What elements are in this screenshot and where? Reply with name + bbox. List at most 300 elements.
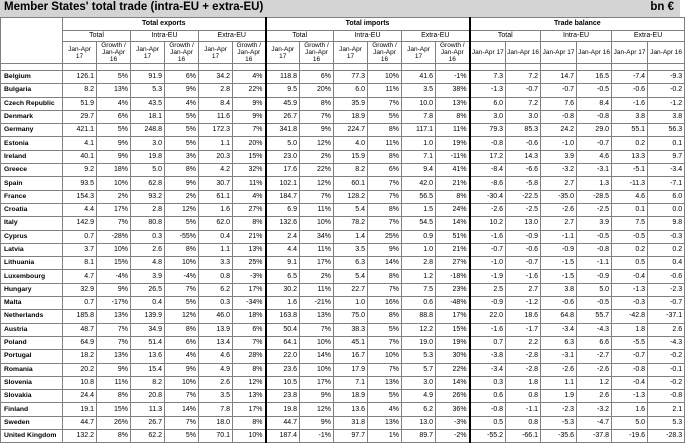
table-cell: 36% — [436, 403, 470, 416]
table-cell: 5% — [165, 217, 199, 230]
table-cell: -1% — [300, 430, 334, 443]
table-body — [1, 64, 685, 443]
table-cell: 1.1 — [199, 243, 233, 256]
column-header-row — [1, 42, 685, 64]
table-cell: 6.9 — [266, 203, 300, 216]
table-cell: -0.2 — [648, 376, 685, 389]
table-cell: 184.7 — [266, 190, 300, 203]
table-cell: 14% — [368, 257, 402, 270]
table-cell: 3.0 — [131, 137, 165, 150]
table-cell: 9% — [97, 363, 131, 376]
group-balance: Trade balance — [470, 18, 685, 31]
table-cell: 17% — [233, 403, 266, 416]
table-cell: 6% — [97, 110, 131, 123]
table-cell: 5% — [165, 137, 199, 150]
table-cell: 29.0 — [577, 124, 612, 137]
country-name: Finland — [1, 403, 63, 416]
table-cell: 18.9 — [334, 390, 368, 403]
table-cell: -0.7 — [506, 84, 541, 97]
table-cell: 4.6 — [577, 150, 612, 163]
table-cell: 93.2 — [131, 190, 165, 203]
table-cell: 5.3 — [131, 84, 165, 97]
table-cell: -0.9 — [470, 297, 506, 310]
country-name: Malta — [1, 297, 63, 310]
table-cell: 2.6 — [199, 376, 233, 389]
table-row — [1, 310, 685, 323]
table-cell: -4.3 — [648, 336, 685, 349]
table-cell: 17.2 — [470, 150, 506, 163]
table-cell: 102.1 — [266, 177, 300, 190]
table-cell: 187.4 — [266, 430, 300, 443]
table-cell: -0.5 — [577, 297, 612, 310]
table-cell: -8.4 — [470, 164, 506, 177]
table-cell: 7% — [368, 177, 402, 190]
column-header-value: Jan-Apr 17 — [612, 42, 648, 64]
table-cell: -1.5 — [541, 270, 577, 283]
table-cell: 13% — [97, 350, 131, 363]
table-row — [1, 297, 685, 310]
table-cell: 13.3 — [612, 150, 648, 163]
table-cell: 1.6 — [266, 297, 300, 310]
table-cell: 14% — [165, 403, 199, 416]
table-cell: -3.4 — [470, 363, 506, 376]
table-cell: 62.8 — [131, 177, 165, 190]
table-row — [1, 283, 685, 296]
table-cell: 41.6 — [402, 71, 436, 84]
table-cell: 12% — [165, 203, 199, 216]
table-cell: 8% — [165, 323, 199, 336]
table-cell: 341.8 — [266, 124, 300, 137]
table-cell: 5.3 — [648, 416, 685, 429]
table-cell: -0.8 — [577, 110, 612, 123]
country-name: Greece — [1, 164, 63, 177]
country-name: Netherlands — [1, 310, 63, 323]
table-cell: 14.7 — [541, 71, 577, 84]
table-cell: 2.6 — [577, 390, 612, 403]
table-cell: 10% — [233, 430, 266, 443]
table-cell: 13% — [97, 84, 131, 97]
spacer-cell — [199, 64, 233, 71]
table-cell: 22.0 — [470, 310, 506, 323]
table-cell: 14% — [300, 350, 334, 363]
country-name: Belgium — [1, 71, 63, 84]
table-cell: 9.1 — [266, 257, 300, 270]
table-cell: 1.1 — [199, 137, 233, 150]
table-cell: 2.7 — [541, 217, 577, 230]
table-cell: 7% — [300, 323, 334, 336]
table-cell: -1.1 — [506, 403, 541, 416]
table-cell: 9% — [300, 390, 334, 403]
column-header-value: Jan-Apr 17 — [63, 42, 97, 64]
table-cell: 11% — [97, 376, 131, 389]
table-cell: 0.5 — [470, 416, 506, 429]
table-cell: 7.6 — [541, 97, 577, 110]
table-cell: 25% — [233, 257, 266, 270]
table-cell: 128.2 — [334, 190, 368, 203]
table-cell: 24.2 — [541, 124, 577, 137]
table-cell: 9% — [233, 110, 266, 123]
table-cell: 89.7 — [402, 430, 436, 443]
table-row — [1, 336, 685, 349]
table-cell: 9.5 — [266, 84, 300, 97]
country-name: Sweden — [1, 416, 63, 429]
table-cell: 2.1 — [648, 403, 685, 416]
table-cell: 421.1 — [63, 124, 97, 137]
table-cell: 17% — [233, 283, 266, 296]
table-cell: 18.0 — [199, 416, 233, 429]
table-cell: 38.3 — [334, 323, 368, 336]
table-cell: 10% — [368, 350, 402, 363]
unit-label: bn € — [650, 1, 674, 13]
table-cell: 79.3 — [470, 124, 506, 137]
table-cell: 4% — [165, 97, 199, 110]
table-row — [1, 257, 685, 270]
table-cell: -1.9 — [470, 270, 506, 283]
table-cell: 8.2 — [334, 164, 368, 177]
country-name: Ireland — [1, 150, 63, 163]
spacer-cell — [334, 64, 368, 71]
table-cell: 16% — [368, 297, 402, 310]
column-header-value: Jan-Apr 17 — [334, 42, 368, 64]
country-name: United Kingdom — [1, 430, 63, 443]
table-cell: -55% — [165, 230, 199, 243]
table-cell: 7.2 — [506, 71, 541, 84]
table-cell: 7% — [368, 217, 402, 230]
table-cell: 1.0 — [402, 137, 436, 150]
table-cell: 9% — [300, 416, 334, 429]
country-name: Hungary — [1, 283, 63, 296]
table-cell: 2% — [165, 190, 199, 203]
table-cell: 172.3 — [199, 124, 233, 137]
table-cell: 7% — [97, 336, 131, 349]
table-cell: 15.4 — [131, 363, 165, 376]
table-row — [1, 150, 685, 163]
table-cell: -0.9 — [506, 230, 541, 243]
table-cell: -5.5 — [612, 336, 648, 349]
table-row — [1, 230, 685, 243]
table-cell: 2.5 — [470, 283, 506, 296]
table-cell: -0.6 — [506, 243, 541, 256]
table-cell: 6.0 — [470, 97, 506, 110]
corner-cell — [1, 18, 63, 64]
table-cell: 1% — [368, 430, 402, 443]
table-cell: -0.8 — [470, 137, 506, 150]
table-cell: 5.0 — [266, 137, 300, 150]
table-cell: 23% — [436, 283, 470, 296]
table-cell: 12% — [165, 310, 199, 323]
table-cell: 91.9 — [131, 71, 165, 84]
spacer-cell — [165, 64, 199, 71]
table-cell: 97.7 — [334, 430, 368, 443]
table-cell: -55.2 — [470, 430, 506, 443]
table-cell: -0.8 — [648, 390, 685, 403]
table-cell: 17% — [300, 376, 334, 389]
spacer-cell — [368, 64, 402, 71]
table-cell: 64.8 — [541, 310, 577, 323]
table-cell: 13% — [436, 97, 470, 110]
table-cell: -11.3 — [612, 177, 648, 190]
spacer-cell — [506, 64, 541, 71]
spacer-cell — [470, 64, 506, 71]
table-cell: -6.6 — [506, 164, 541, 177]
spacer-cell — [233, 64, 266, 71]
table-cell: -0.7 — [612, 350, 648, 363]
table-cell: -4.3 — [577, 323, 612, 336]
table-cell: -0.8 — [612, 363, 648, 376]
table-cell: 14.3 — [506, 150, 541, 163]
table-row — [1, 350, 685, 363]
table-cell: 20% — [300, 84, 334, 97]
table-cell: -2.5 — [577, 203, 612, 216]
table-cell: 32% — [233, 164, 266, 177]
table-cell: 9% — [368, 243, 402, 256]
sub-imports-intra: Intra-EU — [334, 31, 402, 42]
table-cell: 12% — [300, 137, 334, 150]
table-cell: 1.8 — [506, 376, 541, 389]
table-cell: 15% — [436, 323, 470, 336]
table-cell: 64.9 — [63, 336, 97, 349]
table-cell: 19% — [436, 137, 470, 150]
table-cell: -0.8 — [577, 243, 612, 256]
table-cell: 10% — [165, 257, 199, 270]
page-title: Member States' total trade (intra-EU + extra-EU) — [4, 1, 264, 13]
table-cell: 0.6 — [402, 297, 436, 310]
table-cell: -0.7 — [648, 297, 685, 310]
table-cell: 6.2 — [402, 403, 436, 416]
table-cell: 0.3 — [131, 230, 165, 243]
table-cell: 185.8 — [63, 310, 97, 323]
table-cell: 5% — [165, 430, 199, 443]
country-name: Latvia — [1, 243, 63, 256]
table-cell: 9% — [97, 150, 131, 163]
table-cell: 1.9 — [541, 390, 577, 403]
table-cell: 7% — [97, 217, 131, 230]
table-cell: -0.7 — [470, 243, 506, 256]
table-cell: 13% — [97, 310, 131, 323]
table-cell: 38% — [436, 84, 470, 97]
table-cell: 51.4 — [131, 336, 165, 349]
table-cell: 17.9 — [334, 363, 368, 376]
column-header-prev: Jan-Apr 16 — [506, 42, 541, 64]
table-cell: 42.0 — [402, 177, 436, 190]
table-cell: 14% — [436, 376, 470, 389]
table-cell: -3.4 — [541, 323, 577, 336]
table-cell: -1.6 — [506, 270, 541, 283]
table-cell: -0.7 — [541, 84, 577, 97]
table-cell: 27% — [436, 257, 470, 270]
table-cell: -1.2 — [648, 97, 685, 110]
spacer-cell — [300, 64, 334, 71]
table-cell: 1.5 — [402, 203, 436, 216]
table-cell: 9.7 — [648, 150, 685, 163]
table-cell: 3.8 — [612, 110, 648, 123]
column-header-prev: Jan-Apr 16 — [577, 42, 612, 64]
table-cell: -0.6 — [541, 297, 577, 310]
column-header-growth: Growth / Jan-Apr 16 — [97, 42, 131, 64]
table-cell: 3.5 — [402, 84, 436, 97]
table-cell: 9% — [233, 97, 266, 110]
table-row — [1, 137, 685, 150]
table-cell: -18% — [436, 270, 470, 283]
table-cell: 9.4 — [402, 164, 436, 177]
table-cell: 11% — [436, 124, 470, 137]
table-cell: 22.0 — [266, 350, 300, 363]
table-cell: 8% — [165, 164, 199, 177]
table-cell: 0.7 — [470, 336, 506, 349]
table-cell: 1.1 — [541, 376, 577, 389]
table-cell: 7% — [165, 416, 199, 429]
table-cell: 11.6 — [199, 110, 233, 123]
table-cell: 7% — [165, 390, 199, 403]
table-cell: 7% — [233, 336, 266, 349]
table-cell: 50.4 — [266, 323, 300, 336]
table-cell: 6% — [368, 164, 402, 177]
country-name: Romania — [1, 363, 63, 376]
table-cell: 13.9 — [199, 323, 233, 336]
table-cell: -1.5 — [541, 257, 577, 270]
table-cell: 0.2 — [612, 243, 648, 256]
table-cell: 3.0 — [506, 110, 541, 123]
table-cell: 6.0 — [648, 190, 685, 203]
table-cell: 6.0 — [334, 84, 368, 97]
table-cell: 27% — [233, 203, 266, 216]
country-name: Poland — [1, 336, 63, 349]
table-cell: 26.5 — [131, 283, 165, 296]
table-cell: 10% — [300, 217, 334, 230]
table-cell: 7% — [165, 283, 199, 296]
table-cell: 13.6 — [131, 350, 165, 363]
country-name: France — [1, 190, 63, 203]
table-cell: -0.3 — [612, 297, 648, 310]
table-cell: 70.1 — [199, 430, 233, 443]
table-cell: 0.8 — [199, 270, 233, 283]
table-cell: 11% — [300, 243, 334, 256]
table-cell: 7.1 — [402, 150, 436, 163]
table-cell: 34.9 — [131, 323, 165, 336]
table-cell: -34% — [233, 297, 266, 310]
table-cell: 32.9 — [63, 283, 97, 296]
table-cell: 15% — [97, 257, 131, 270]
table-cell: 55.1 — [612, 124, 648, 137]
table-cell: 0.9 — [402, 230, 436, 243]
table-cell: 56.5 — [402, 190, 436, 203]
table-cell: -3% — [233, 270, 266, 283]
table-cell: 7% — [97, 323, 131, 336]
table-cell: 26.7 — [266, 110, 300, 123]
table-cell: 44.7 — [266, 416, 300, 429]
table-cell: 6.5 — [266, 270, 300, 283]
country-name: Cyprus — [1, 230, 63, 243]
table-cell: 26% — [436, 390, 470, 403]
table-cell: 55.7 — [577, 310, 612, 323]
table-cell: 2.7 — [506, 283, 541, 296]
table-cell: 4.7 — [63, 270, 97, 283]
table-row — [1, 203, 685, 216]
table-cell: -2.8 — [506, 350, 541, 363]
table-cell: 3.7 — [63, 243, 97, 256]
column-header-value: Jan-Apr 17 — [131, 42, 165, 64]
table-cell: 10.2 — [470, 217, 506, 230]
table-cell: 13% — [233, 390, 266, 403]
table-cell: 2.6 — [131, 243, 165, 256]
spacer-cell — [266, 64, 300, 71]
table-cell: 5% — [368, 110, 402, 123]
table-cell: -1.1 — [541, 230, 577, 243]
country-name: Slovenia — [1, 376, 63, 389]
table-cell: 6% — [165, 336, 199, 349]
table-cell: 8% — [97, 390, 131, 403]
table-cell: -42.8 — [612, 310, 648, 323]
table-cell: -1.1 — [577, 257, 612, 270]
table-cell: 2.6 — [648, 323, 685, 336]
table-cell: 9% — [165, 177, 199, 190]
table-cell: 8% — [233, 363, 266, 376]
table-cell: 23.0 — [266, 150, 300, 163]
table-cell: 7.5 — [612, 217, 648, 230]
column-header-value: Jan-Apr 17 — [402, 42, 436, 64]
table-cell: 154.3 — [63, 190, 97, 203]
table-cell: -1.3 — [612, 283, 648, 296]
table-cell: -2.3 — [648, 283, 685, 296]
table-cell: -22.5 — [506, 190, 541, 203]
table-cell: 9.8 — [648, 217, 685, 230]
table-cell: -0.6 — [648, 270, 685, 283]
column-header-growth: Growth / Jan-Apr 16 — [436, 42, 470, 64]
table-cell: 18% — [97, 164, 131, 177]
table-cell: 51.9 — [63, 97, 97, 110]
table-cell: 17% — [436, 310, 470, 323]
table-cell: 18.1 — [131, 110, 165, 123]
sub-imports-total: Total — [266, 31, 334, 42]
table-cell: 6.3 — [541, 336, 577, 349]
table-cell: 7% — [368, 190, 402, 203]
table-cell: 11% — [233, 177, 266, 190]
table-cell: 20.3 — [199, 150, 233, 163]
table-row — [1, 164, 685, 177]
table-cell: 18.9 — [334, 110, 368, 123]
table-cell: -1% — [436, 71, 470, 84]
table-row — [1, 416, 685, 429]
table-cell: 78.2 — [334, 217, 368, 230]
column-header-growth: Growth / Jan-Apr 16 — [165, 42, 199, 64]
column-header-value: Jan-Apr 17 — [470, 42, 506, 64]
table-cell: 4% — [368, 403, 402, 416]
table-cell: 88.8 — [402, 310, 436, 323]
table-cell: 93.5 — [63, 177, 97, 190]
table-cell: -0.7 — [577, 137, 612, 150]
table-cell: 21% — [436, 243, 470, 256]
table-cell: 1.2 — [402, 270, 436, 283]
country-name: Estonia — [1, 137, 63, 150]
table-cell: -2.8 — [506, 363, 541, 376]
table-cell: 19% — [436, 336, 470, 349]
table-cell: 9% — [165, 363, 199, 376]
country-name: Lithuania — [1, 257, 63, 270]
table-cell: -0.9 — [577, 270, 612, 283]
table-cell: 8.1 — [63, 257, 97, 270]
table-cell: -3.2 — [541, 164, 577, 177]
table-cell: 8% — [436, 190, 470, 203]
table-cell: 4% — [233, 71, 266, 84]
table-cell: 25% — [368, 230, 402, 243]
table-cell: 6.2 — [199, 283, 233, 296]
table-cell: 118.8 — [266, 71, 300, 84]
table-cell: 132.2 — [63, 430, 97, 443]
table-cell: 2% — [300, 270, 334, 283]
table-cell: -7.4 — [612, 71, 648, 84]
table-row — [1, 97, 685, 110]
table-cell: 13.4 — [199, 336, 233, 349]
